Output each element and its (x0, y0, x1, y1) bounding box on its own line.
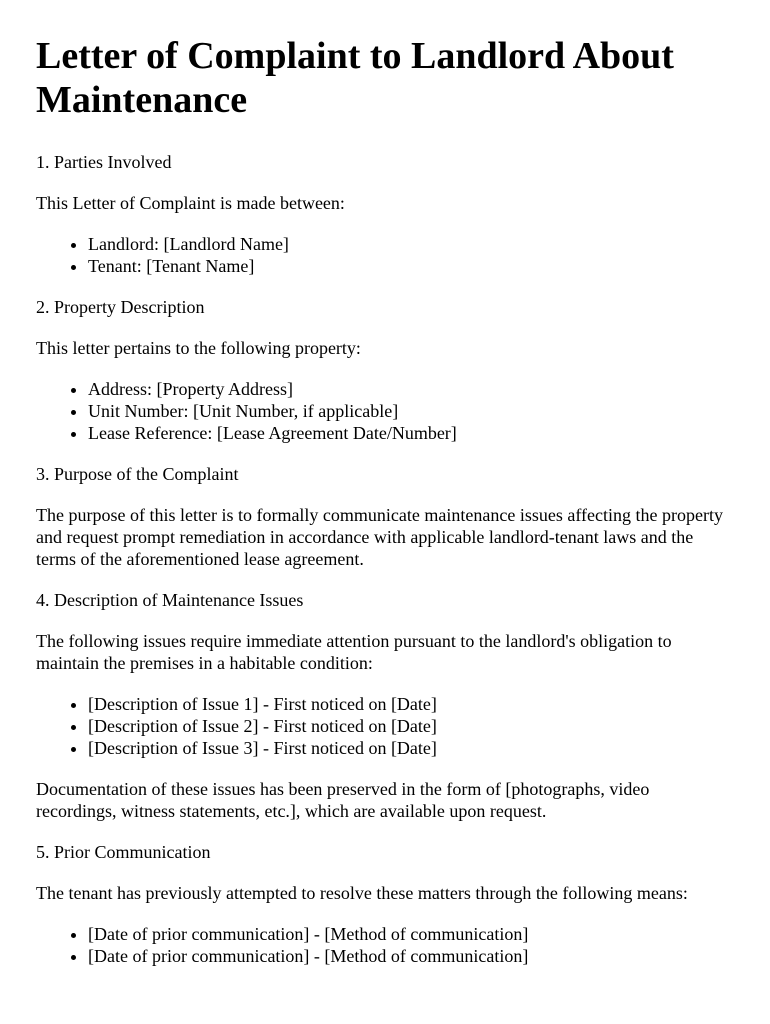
section-heading: 2. Property Description (36, 297, 205, 317)
section-intro: This letter pertains to the following property: (36, 338, 361, 358)
section-body: The purpose of this letter is to formally communicate maintenance issues affecting the property and request prompt remediation in accordance with applicable landlord-tenant laws and the terms of the aforementioned lease agreement. (36, 505, 723, 569)
section-outro: Documentation of these issues has been preserved in the form of [photographs, video recordings, witness statements, etc.], which are available upon request. (36, 779, 650, 821)
document-title: Letter of Complaint to Landlord About Maintenance (36, 35, 674, 121)
bullet-list (36, 923, 734, 967)
bullet-list (36, 378, 734, 444)
section-heading: 3. Purpose of the Complaint (36, 464, 239, 484)
section-heading: 4. Description of Maintenance Issues (36, 590, 304, 610)
list-item: • Tenant: [Tenant Name] (88, 255, 734, 277)
section-intro: This Letter of Complaint is made between: (36, 193, 345, 213)
list-item: • [Description of Issue 2] - First noticed on [Date] (88, 715, 734, 737)
list-item: • [Description of Issue 3] - First noticed on [Date] (88, 737, 734, 759)
list-item: • [Date of prior communication] - [Method of communication] (88, 923, 734, 945)
list-item: • Lease Reference: [Lease Agreement Date/Number] (88, 422, 734, 444)
list-item: • Address: [Property Address] (88, 378, 734, 400)
list-item: • [Date of prior communication] - [Method of communication] (88, 945, 734, 967)
section-intro: The following issues require immediate attention pursuant to the landlord's obligation to maintain the premises in a habitable condition: (36, 631, 672, 673)
list-item: • Unit Number: [Unit Number, if applicable] (88, 400, 734, 422)
section-heading: 1. Parties Involved (36, 152, 172, 172)
bullet-list (36, 693, 734, 759)
list-item: • [Description of Issue 1] - First noticed on [Date] (88, 693, 734, 715)
section-intro: The tenant has previously attempted to resolve these matters through the following means: (36, 883, 688, 903)
list-item: • Landlord: [Landlord Name] (88, 233, 734, 255)
section-heading: 5. Prior Communication (36, 842, 211, 862)
bullet-list (36, 233, 734, 277)
